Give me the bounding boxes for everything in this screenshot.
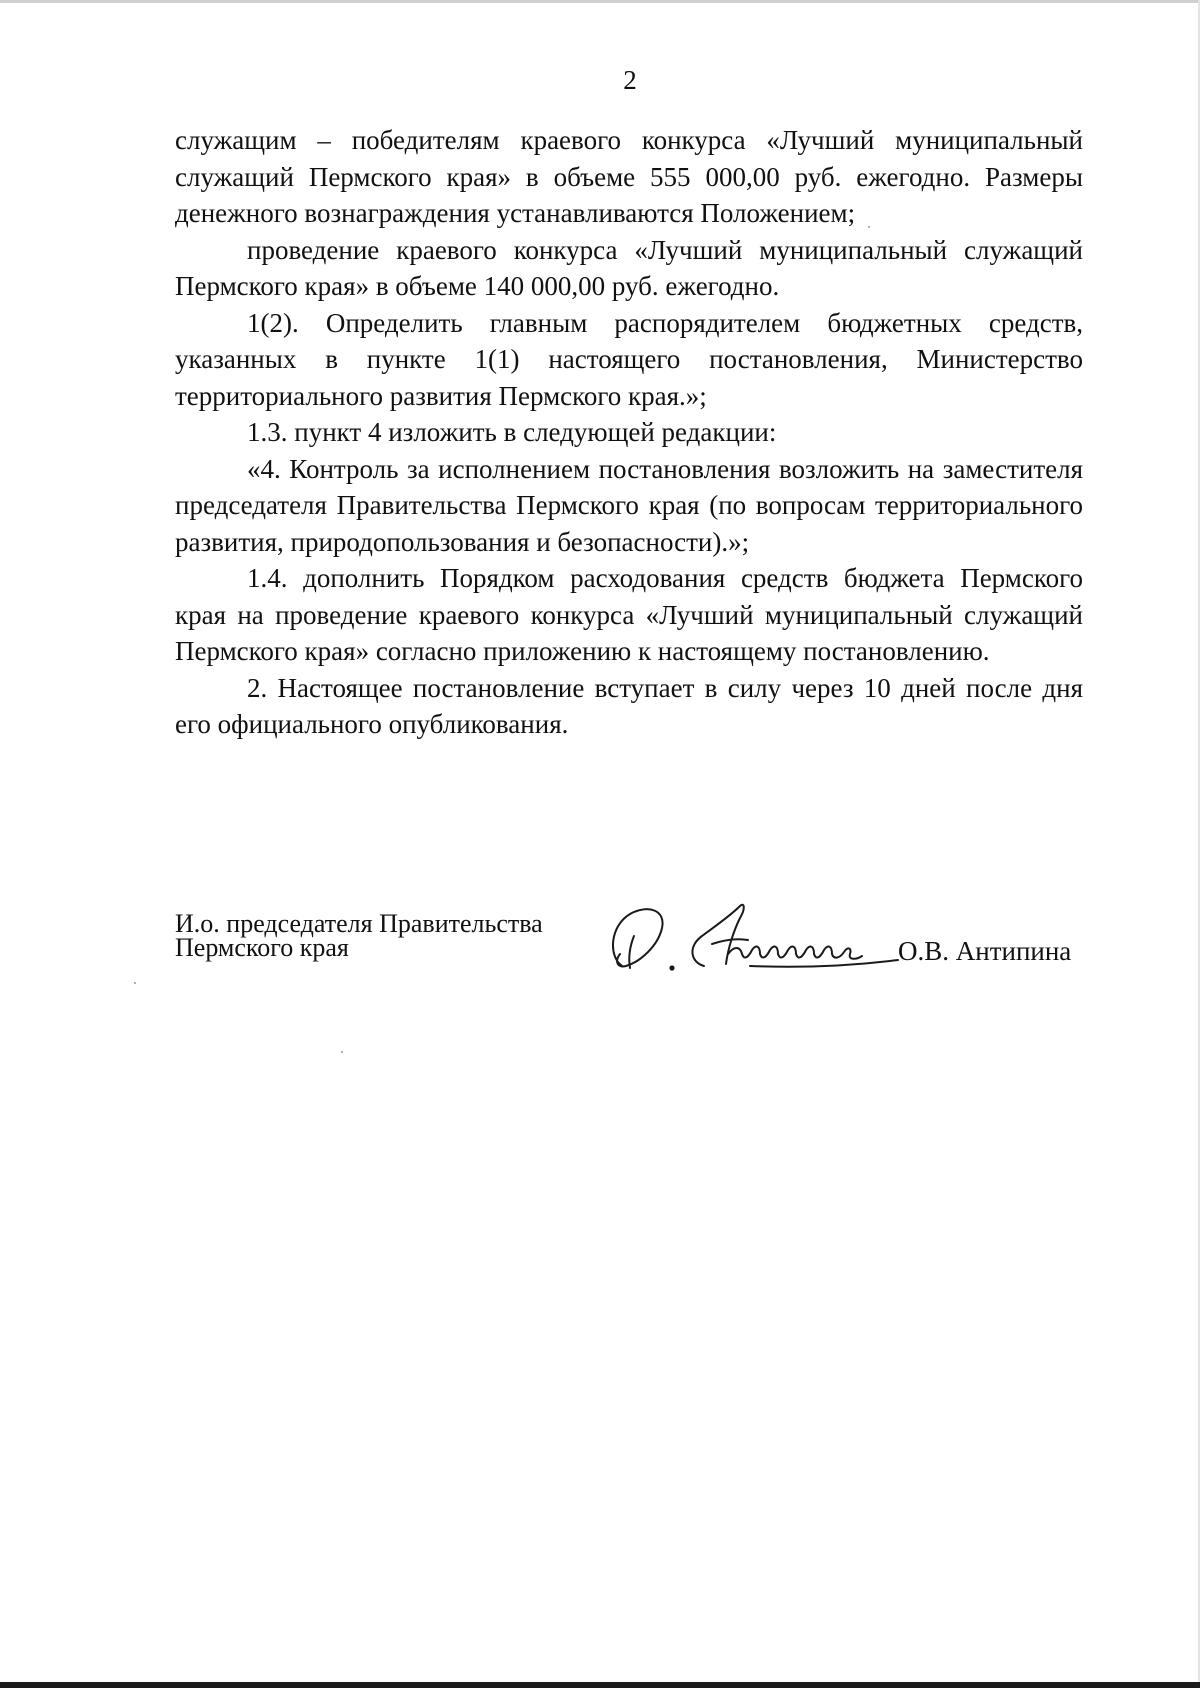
paragraph: «4. Контроль за исполнением постановления возложить на заместителя председателя Правительства Пермского края (по вопросам территориального развития, природопользования и безопасности).»; <box>175 453 1083 557</box>
signatory-title <box>175 909 543 962</box>
signatory-title-line: И.о. председателя Правительства <box>175 909 543 938</box>
paragraph: служащим – победителям краевого конкурса «Лучший муниципальный служащий Пермского края» в объеме 555 000,00 руб. ежегодно. Размеры денежного вознаграждения устанавливаются Положением; <box>175 125 1083 228</box>
paragraph: 1.4. дополнить Порядком расходования средств бюджета Пермского края на проведение краевого конкурса «Лучший муниципальный служащий Пермского края» согласно приложению к настоящему постановлению. <box>175 563 1083 666</box>
signatory-title-line: Пермского края <box>175 933 349 962</box>
scan-speck <box>341 1051 343 1053</box>
scan-edge-bottom <box>0 1682 1200 1688</box>
paragraph: 1(2). Определить главным распорядителем бюджетных средств, указанных в пункте 1(1) настоящего постановления, Министерство территориального развития Пермского края.»; <box>175 307 1083 411</box>
paragraph: 1.3. пункт 4 изложить в следующей редакции: <box>247 417 777 447</box>
scan-edge-top <box>0 0 1200 3</box>
scan-speck <box>868 226 870 228</box>
scan-speck <box>134 982 136 984</box>
paragraph: 2. Настоящее постановление вступает в силу через 10 дней после дня его официального опубликования. <box>175 672 1083 739</box>
page-number: 2 <box>623 65 637 95</box>
document-body <box>175 122 1083 743</box>
paragraph: проведение краевого конкурса «Лучший муниципальный служащий Пермского края» в объеме 140 000,00 руб. ежегодно. <box>175 234 1083 301</box>
signer-name: О.В. Антипина <box>898 936 1072 966</box>
handwritten-signature-icon <box>600 896 910 976</box>
